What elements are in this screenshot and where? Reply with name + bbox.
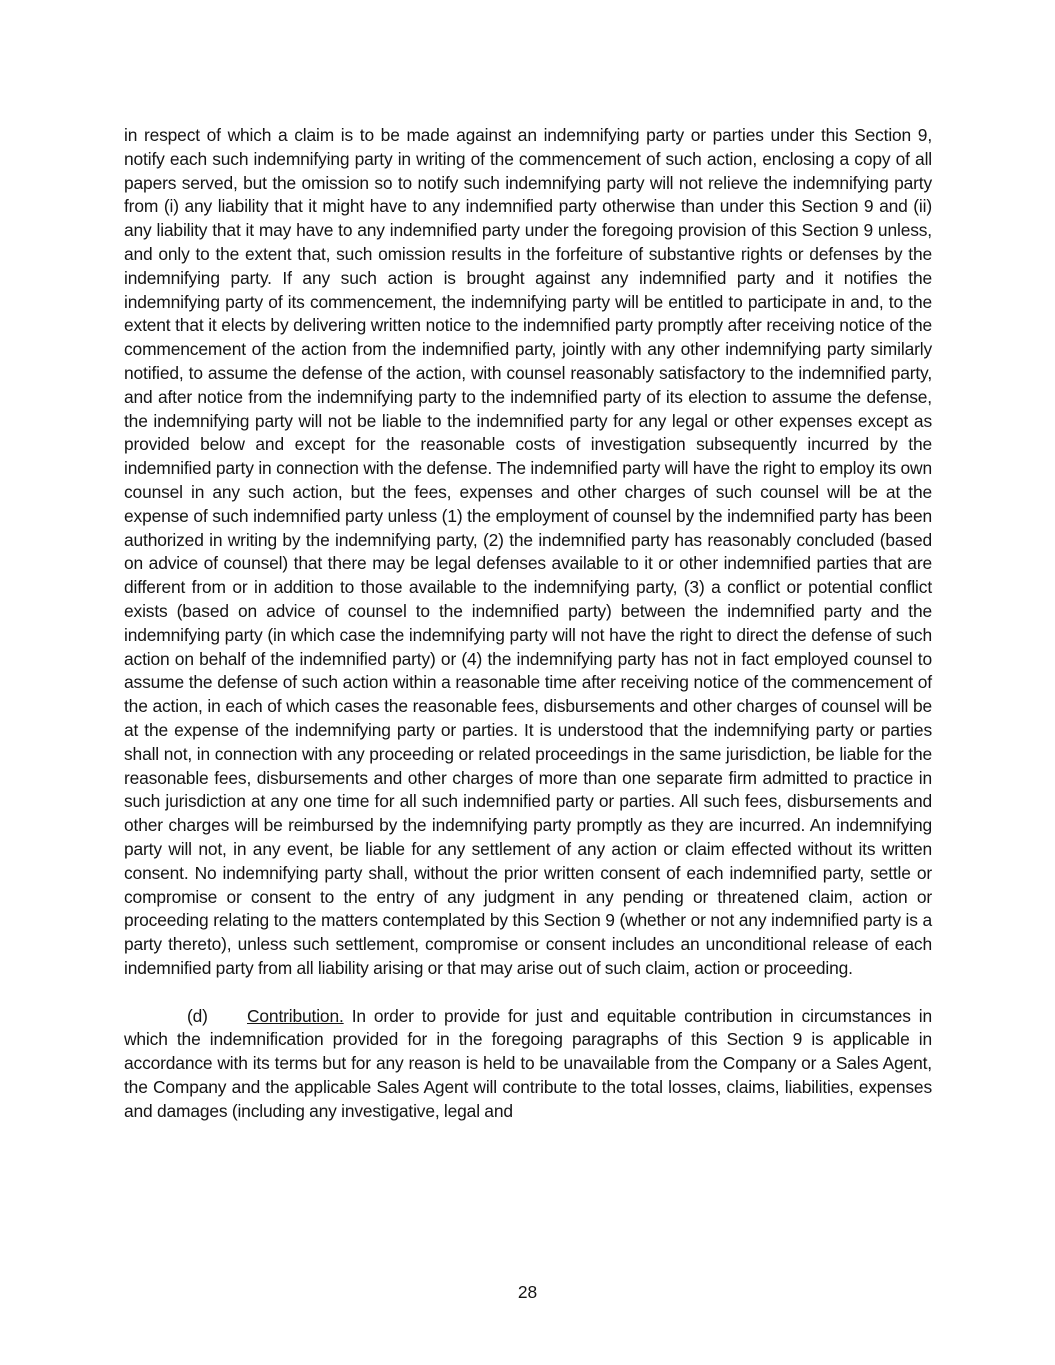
page-number: 28 — [517, 1282, 538, 1302]
paragraph-d-label: (d) — [187, 1005, 208, 1026]
paragraph-d-text: In order to provide for just and equitable contribution in circumstances in which the indemnification provided for in the foregoing paragraphs of this Section 9 is applicable in accordance with its terms but for any reason is held to be unavailable from the Company or a Sales Agent, the Company and the applicable Sales Agent will contribute to the total losses, claims, liabilities, expenses and damages (including any investigative, legal and — [124, 1005, 932, 1121]
paragraph-d-heading: Contribution. — [247, 1005, 344, 1026]
paragraph-d — [124, 1005, 932, 1124]
paragraph-c-continued: in respect of which a claim is to be made against an indemnifying party or parties under this Section 9, notify each such indemnifying party in writing of the commencement of such action, enclosing a copy of all papers served, but the omission so to notify such indemnifying party will not relieve the indemnifying party from (i) any liability that it might have to any indemnified party otherwise than under this Section 9 and (ii) any liability that it may have to any indemnified party under the foregoing provision of this Section 9 unless, and only to the extent that, such omission results in the forfeiture of substantive rights or defenses by the indemnifying party. If any such action is brought against any indemnified party and it notifies the indemnifying party of its commencement, the indemnifying party will be entitled to participate in and, to the extent that it elects by delivering written notice to the indemnified party promptly after receiving notice of the commencement of the action from the indemnified party, jointly with any other indemnifying party similarly notified, to assume the defense of the action, with counsel reasonably satisfactory to the indemnified party, and after notice from the indemnifying party to the indemnified party of its election to assume the defense, the indemnifying party will not be liable to the indemnified party for any legal or other expenses except as provided below and except for the reasonable costs of investigation subsequently incurred by the indemnified party in connection with the defense. The indemnified party will have the right to employ its own counsel in any such action, but the fees, expenses and other charges of such counsel will be at the expense of such indemnified party unless (1) the employment of counsel by the indemnified party has been authorized in writing by the indemnifying party, (2) the indemnified party has reasonably concluded (based on advice of counsel) that there may be legal defenses available to it or other indemnified parties that are different from or in addition to those available to the indemnifying party, (3) a conflict or potential conflict exists (based on advice of counsel to the indemnified party) between the indemnified party and the indemnifying party (in which case the indemnifying party will not have the right to direct the defense of such action on behalf of the indemnified party) or (4) the indemnifying party has not in fact employed counsel to assume the defense of such action within a reasonable time after receiving notice of the commencement of the action, in each of which cases the reasonable fees, disbursements and other charges of counsel will be at the expense of the indemnifying party or parties. It is understood that the indemnifying party or parties shall not, in connection with any proceeding or related proceedings in the same jurisdiction, be liable for the reasonable fees, disbursements and other charges of more than one separate firm admitted to practice in such jurisdiction at any one time for all such indemnified party or parties. All such fees, disbursements and other charges will be reimbursed by the indemnifying party promptly as they are incurred. An indemnifying party will not, in any event, be liable for any settlement of any action or claim effected without its written consent. No indemnifying party shall, without the prior written consent of each indemnified party, settle or compromise or consent to the entry of any judgment in any pending or threatened claim, action or proceeding relating to the matters contemplated by this Section 9 (whether or not any indemnified party is a party thereto), unless such settlement, compromise or consent includes an unconditional release of each indemnified party from all liability arising or that may arise out of such claim, action or proceeding. — [124, 125, 932, 978]
document-page — [124, 124, 932, 1124]
